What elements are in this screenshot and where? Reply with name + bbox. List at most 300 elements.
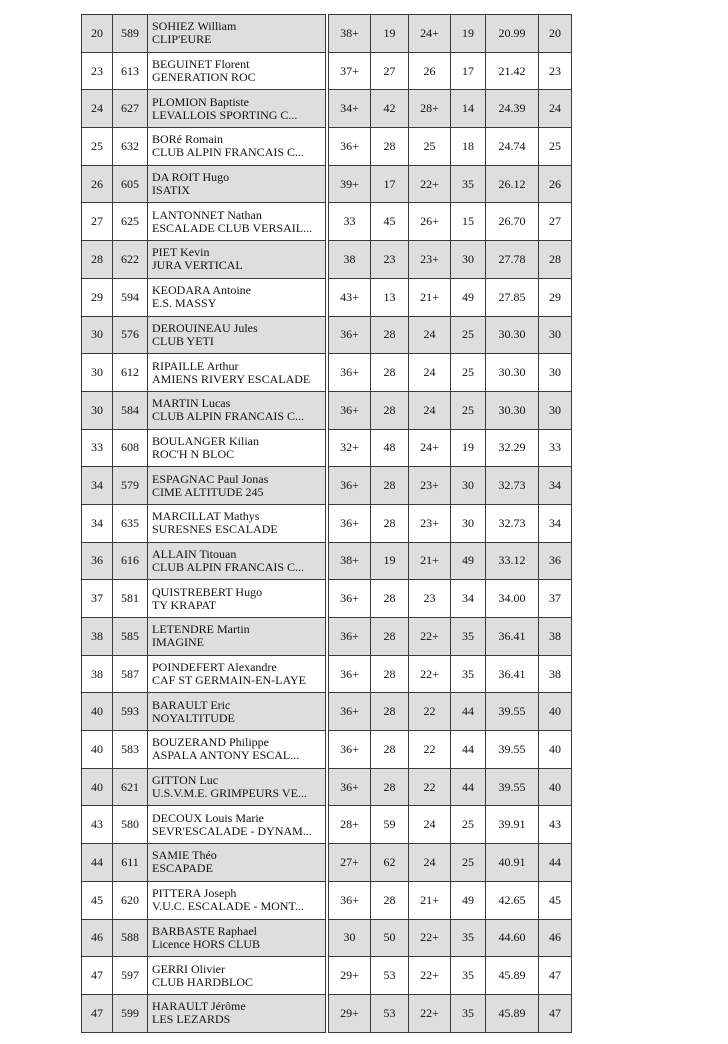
- route1-cell: 36+: [329, 128, 371, 166]
- athlete-name: BEGUINET Florent: [152, 58, 250, 72]
- result-row: [82, 844, 572, 882]
- route1-rank-cell: 42: [371, 90, 409, 128]
- route2-rank-cell: 34: [451, 580, 486, 618]
- route1-cell: 36+: [329, 467, 371, 505]
- route1-rank-cell: 28: [371, 693, 409, 731]
- athlete-name: GERRI Olivier: [152, 962, 225, 976]
- rank-cell: 29: [82, 278, 113, 316]
- route2-cell: 23: [409, 580, 451, 618]
- athlete-club: CLUB ALPIN FRANCAIS C...: [152, 410, 305, 424]
- route2-rank-cell: 49: [451, 542, 486, 580]
- route1-rank-cell: 53: [371, 957, 409, 995]
- route2-cell: 24: [409, 316, 451, 354]
- route2-rank-cell: 25: [451, 316, 486, 354]
- rank-cell: 25: [82, 128, 113, 166]
- results-table: [81, 14, 572, 1033]
- score-cell: 39.55: [486, 693, 539, 731]
- route2-rank-cell: 25: [451, 391, 486, 429]
- final-rank-cell: 34: [539, 467, 572, 505]
- athlete-club: CLUB ALPIN FRANCAIS C...: [152, 146, 305, 160]
- route1-rank-cell: 62: [371, 844, 409, 882]
- route2-rank-cell: 35: [451, 165, 486, 203]
- athlete-name: BOULANGER Kilian: [152, 434, 259, 448]
- route1-rank-cell: 45: [371, 203, 409, 241]
- route1-rank-cell: 28: [371, 731, 409, 769]
- rank-cell: 30: [82, 391, 113, 429]
- final-rank-cell: 20: [539, 15, 572, 53]
- route1-cell: 36+: [329, 354, 371, 392]
- route2-cell: 23+: [409, 467, 451, 505]
- route2-cell: 24: [409, 806, 451, 844]
- athlete-cell: [148, 806, 326, 844]
- route1-cell: 38+: [329, 542, 371, 580]
- score-cell: 30.30: [486, 316, 539, 354]
- athlete-club: LEVALLOIS SPORTING C...: [152, 108, 298, 122]
- route2-cell: 22+: [409, 994, 451, 1032]
- athlete-cell: [148, 52, 326, 90]
- rank-cell: 47: [82, 994, 113, 1032]
- score-cell: 40.91: [486, 844, 539, 882]
- bib-cell: 585: [113, 618, 148, 656]
- athlete-cell: [148, 542, 326, 580]
- athlete-cell: [148, 467, 326, 505]
- result-row: [82, 165, 572, 203]
- route2-rank-cell: 19: [451, 15, 486, 53]
- final-rank-cell: 36: [539, 542, 572, 580]
- score-cell: 34.00: [486, 580, 539, 618]
- final-rank-cell: 30: [539, 391, 572, 429]
- route1-rank-cell: 53: [371, 994, 409, 1032]
- route2-rank-cell: 14: [451, 90, 486, 128]
- athlete-club: CLUB ALPIN FRANCAIS C...: [152, 560, 305, 574]
- athlete-cell: [148, 881, 326, 919]
- result-row: [82, 241, 572, 279]
- route1-cell: 28+: [329, 806, 371, 844]
- final-rank-cell: 44: [539, 844, 572, 882]
- athlete-name: PIET Kevin: [152, 246, 210, 260]
- final-rank-cell: 43: [539, 806, 572, 844]
- athlete-name: SAMIE Théo: [152, 849, 217, 863]
- athlete-name: KEODARA Antoine: [152, 284, 251, 298]
- score-cell: 33.12: [486, 542, 539, 580]
- rank-cell: 44: [82, 844, 113, 882]
- bib-cell: 616: [113, 542, 148, 580]
- athlete-name: MARTIN Lucas: [152, 397, 231, 411]
- athlete-cell: [148, 844, 326, 882]
- rank-cell: 38: [82, 655, 113, 693]
- route2-cell: 21+: [409, 881, 451, 919]
- result-row: [82, 15, 572, 53]
- route1-rank-cell: 28: [371, 354, 409, 392]
- athlete-cell: [148, 655, 326, 693]
- score-cell: 24.39: [486, 90, 539, 128]
- bib-cell: 622: [113, 241, 148, 279]
- athlete-name: MARCILLAT Mathys: [152, 510, 260, 524]
- route1-rank-cell: 28: [371, 881, 409, 919]
- rank-cell: 27: [82, 203, 113, 241]
- route1-cell: 34+: [329, 90, 371, 128]
- route1-cell: 36+: [329, 504, 371, 542]
- score-cell: 20.99: [486, 15, 539, 53]
- route2-rank-cell: 49: [451, 278, 486, 316]
- athlete-name: DA ROIT Hugo: [152, 171, 230, 185]
- result-row: [82, 994, 572, 1032]
- athlete-name: POINDEFERT Alexandre: [152, 661, 277, 675]
- athlete-name: BARBASTE Raphael: [152, 924, 257, 938]
- route1-rank-cell: 13: [371, 278, 409, 316]
- bib-cell: 612: [113, 354, 148, 392]
- final-rank-cell: 45: [539, 881, 572, 919]
- route2-cell: 22+: [409, 919, 451, 957]
- athlete-cell: [148, 15, 326, 53]
- bib-cell: 583: [113, 731, 148, 769]
- final-rank-cell: 40: [539, 768, 572, 806]
- route1-rank-cell: 28: [371, 128, 409, 166]
- route2-cell: 26+: [409, 203, 451, 241]
- rank-cell: 45: [82, 881, 113, 919]
- final-rank-cell: 40: [539, 731, 572, 769]
- bib-cell: 584: [113, 391, 148, 429]
- athlete-club: ISATIX: [152, 184, 190, 198]
- athlete-name: BOUZERAND Philippe: [152, 736, 269, 750]
- route2-cell: 22+: [409, 618, 451, 656]
- route2-rank-cell: 35: [451, 655, 486, 693]
- final-rank-cell: 47: [539, 994, 572, 1032]
- route2-rank-cell: 19: [451, 429, 486, 467]
- athlete-club: TY KRAPAT: [152, 598, 217, 612]
- final-rank-cell: 38: [539, 618, 572, 656]
- results-body: [82, 15, 572, 1033]
- route1-rank-cell: 27: [371, 52, 409, 90]
- athlete-name: LANTONNET Nathan: [152, 208, 262, 222]
- route1-cell: 36+: [329, 881, 371, 919]
- route1-rank-cell: 19: [371, 15, 409, 53]
- athlete-club: Licence HORS CLUB: [152, 937, 260, 951]
- route2-rank-cell: 35: [451, 919, 486, 957]
- athlete-cell: [148, 241, 326, 279]
- final-rank-cell: 26: [539, 165, 572, 203]
- result-row: [82, 203, 572, 241]
- athlete-cell: [148, 203, 326, 241]
- athlete-club: CLIP'EURE: [152, 33, 212, 47]
- score-cell: 32.29: [486, 429, 539, 467]
- route2-cell: 22+: [409, 957, 451, 995]
- score-cell: 36.41: [486, 618, 539, 656]
- route2-rank-cell: 44: [451, 768, 486, 806]
- athlete-name: PLOMION Baptiste: [152, 95, 249, 109]
- final-rank-cell: 23: [539, 52, 572, 90]
- bib-cell: 608: [113, 429, 148, 467]
- route2-cell: 24: [409, 354, 451, 392]
- rank-cell: 37: [82, 580, 113, 618]
- route1-rank-cell: 28: [371, 391, 409, 429]
- rank-cell: 34: [82, 467, 113, 505]
- athlete-cell: [148, 957, 326, 995]
- route1-cell: 39+: [329, 165, 371, 203]
- rank-cell: 40: [82, 693, 113, 731]
- route1-rank-cell: 28: [371, 618, 409, 656]
- route2-cell: 23+: [409, 504, 451, 542]
- athlete-club: GENERATION ROC: [152, 71, 256, 85]
- final-rank-cell: 38: [539, 655, 572, 693]
- route1-cell: 36+: [329, 391, 371, 429]
- route1-rank-cell: 50: [371, 919, 409, 957]
- athlete-cell: [148, 391, 326, 429]
- route2-cell: 24+: [409, 429, 451, 467]
- score-cell: 26.70: [486, 203, 539, 241]
- athlete-name: DECOUX Louis Marie: [152, 811, 264, 825]
- route1-cell: 29+: [329, 994, 371, 1032]
- route1-rank-cell: 19: [371, 542, 409, 580]
- final-rank-cell: 25: [539, 128, 572, 166]
- athlete-name: PITTERA Joseph: [152, 887, 237, 901]
- route1-cell: 36+: [329, 618, 371, 656]
- result-row: [82, 429, 572, 467]
- route1-cell: 29+: [329, 957, 371, 995]
- route2-rank-cell: 18: [451, 128, 486, 166]
- athlete-cell: [148, 165, 326, 203]
- final-rank-cell: 34: [539, 504, 572, 542]
- athlete-cell: [148, 994, 326, 1032]
- final-rank-cell: 47: [539, 957, 572, 995]
- rank-cell: 20: [82, 15, 113, 53]
- athlete-name: LETENDRE Martin: [152, 623, 250, 637]
- bib-cell: 621: [113, 768, 148, 806]
- route2-rank-cell: 25: [451, 844, 486, 882]
- route2-rank-cell: 30: [451, 241, 486, 279]
- rank-cell: 47: [82, 957, 113, 995]
- route1-rank-cell: 28: [371, 655, 409, 693]
- route1-cell: 30: [329, 919, 371, 957]
- route2-cell: 21+: [409, 278, 451, 316]
- bib-cell: 613: [113, 52, 148, 90]
- result-row: [82, 580, 572, 618]
- route2-cell: 24+: [409, 15, 451, 53]
- route1-rank-cell: 28: [371, 316, 409, 354]
- athlete-club: V.U.C. ESCALADE - MONT...: [152, 900, 304, 914]
- score-cell: 44.60: [486, 919, 539, 957]
- athlete-club: E.S. MASSY: [152, 297, 217, 311]
- route2-rank-cell: 44: [451, 731, 486, 769]
- rank-cell: 23: [82, 52, 113, 90]
- route1-rank-cell: 59: [371, 806, 409, 844]
- bib-cell: 579: [113, 467, 148, 505]
- rank-cell: 40: [82, 731, 113, 769]
- rank-cell: 46: [82, 919, 113, 957]
- rank-cell: 24: [82, 90, 113, 128]
- route2-cell: 22+: [409, 655, 451, 693]
- athlete-cell: [148, 278, 326, 316]
- bib-cell: 589: [113, 15, 148, 53]
- final-rank-cell: 29: [539, 278, 572, 316]
- route2-rank-cell: 49: [451, 881, 486, 919]
- route2-cell: 22: [409, 768, 451, 806]
- route1-cell: 36+: [329, 731, 371, 769]
- result-row: [82, 919, 572, 957]
- rank-cell: 34: [82, 504, 113, 542]
- bib-cell: 581: [113, 580, 148, 618]
- route1-cell: 27+: [329, 844, 371, 882]
- athlete-club: CLUB YETI: [152, 334, 214, 348]
- athlete-name: RIPAILLE Arthur: [152, 359, 239, 373]
- route2-cell: 23+: [409, 241, 451, 279]
- bib-cell: 599: [113, 994, 148, 1032]
- athlete-club: ESCAPADE: [152, 862, 213, 876]
- athlete-cell: [148, 504, 326, 542]
- athlete-club: ASPALA ANTONY ESCAL...: [152, 749, 300, 763]
- result-row: [82, 693, 572, 731]
- athlete-cell: [148, 354, 326, 392]
- route1-rank-cell: 28: [371, 467, 409, 505]
- athlete-name: DEROUINEAU Jules: [152, 321, 258, 335]
- result-row: [82, 655, 572, 693]
- athlete-club: ESCALADE CLUB VERSAIL...: [152, 221, 313, 235]
- athlete-club: SURESNES ESCALADE: [152, 523, 278, 537]
- athlete-club: CLUB HARDBLOC: [152, 975, 254, 989]
- route2-rank-cell: 35: [451, 994, 486, 1032]
- route2-rank-cell: 17: [451, 52, 486, 90]
- final-rank-cell: 46: [539, 919, 572, 957]
- bib-cell: 625: [113, 203, 148, 241]
- bib-cell: 588: [113, 919, 148, 957]
- route1-cell: 38+: [329, 15, 371, 53]
- route2-cell: 25: [409, 128, 451, 166]
- route2-rank-cell: 25: [451, 806, 486, 844]
- bib-cell: 635: [113, 504, 148, 542]
- route1-cell: 38: [329, 241, 371, 279]
- route1-rank-cell: 48: [371, 429, 409, 467]
- final-rank-cell: 30: [539, 354, 572, 392]
- route2-cell: 22: [409, 693, 451, 731]
- result-row: [82, 52, 572, 90]
- athlete-cell: [148, 90, 326, 128]
- athlete-name: SOHIEZ William: [152, 20, 237, 34]
- result-row: [82, 467, 572, 505]
- athlete-club: NOYALTITUDE: [152, 711, 235, 725]
- result-row: [82, 618, 572, 656]
- route1-rank-cell: 28: [371, 504, 409, 542]
- route2-rank-cell: 15: [451, 203, 486, 241]
- result-row: [82, 278, 572, 316]
- route1-cell: 32+: [329, 429, 371, 467]
- result-row: [82, 391, 572, 429]
- final-rank-cell: 28: [539, 241, 572, 279]
- athlete-club: U.S.V.M.E. GRIMPEURS VE...: [152, 787, 307, 801]
- athlete-name: HARAULT Jérôme: [152, 1000, 246, 1014]
- route2-cell: 28+: [409, 90, 451, 128]
- score-cell: 26.12: [486, 165, 539, 203]
- result-row: [82, 881, 572, 919]
- route1-cell: 43+: [329, 278, 371, 316]
- athlete-name: ALLAIN Titouan: [152, 547, 237, 561]
- athlete-cell: [148, 128, 326, 166]
- route2-cell: 24: [409, 844, 451, 882]
- bib-cell: 597: [113, 957, 148, 995]
- athlete-name: BORé Romain: [152, 133, 223, 147]
- bib-cell: 594: [113, 278, 148, 316]
- score-cell: 32.73: [486, 504, 539, 542]
- score-cell: 42.65: [486, 881, 539, 919]
- athlete-club: LES LEZARDS: [152, 1013, 231, 1027]
- score-cell: 27.85: [486, 278, 539, 316]
- result-row: [82, 90, 572, 128]
- athlete-cell: [148, 429, 326, 467]
- route1-cell: 33: [329, 203, 371, 241]
- rank-cell: 28: [82, 241, 113, 279]
- athlete-club: JURA VERTICAL: [152, 259, 243, 273]
- route1-cell: 36+: [329, 316, 371, 354]
- bib-cell: 587: [113, 655, 148, 693]
- score-cell: 36.41: [486, 655, 539, 693]
- bib-cell: 605: [113, 165, 148, 203]
- result-row: [82, 542, 572, 580]
- score-cell: 21.42: [486, 52, 539, 90]
- result-row: [82, 504, 572, 542]
- route2-rank-cell: 35: [451, 957, 486, 995]
- athlete-club: IMAGINE: [152, 636, 204, 650]
- route2-rank-cell: 35: [451, 618, 486, 656]
- final-rank-cell: 33: [539, 429, 572, 467]
- score-cell: 27.78: [486, 241, 539, 279]
- route2-cell: 24: [409, 391, 451, 429]
- route2-cell: 22+: [409, 165, 451, 203]
- score-cell: 45.89: [486, 994, 539, 1032]
- athlete-cell: [148, 316, 326, 354]
- score-cell: 39.91: [486, 806, 539, 844]
- route2-cell: 22: [409, 731, 451, 769]
- bib-cell: 576: [113, 316, 148, 354]
- score-cell: 24.74: [486, 128, 539, 166]
- score-cell: 30.30: [486, 354, 539, 392]
- bib-cell: 627: [113, 90, 148, 128]
- route1-rank-cell: 17: [371, 165, 409, 203]
- route1-rank-cell: 28: [371, 768, 409, 806]
- athlete-cell: [148, 618, 326, 656]
- athlete-club: AMIENS RIVERY ESCALADE: [152, 372, 311, 386]
- rank-cell: 30: [82, 354, 113, 392]
- score-cell: 45.89: [486, 957, 539, 995]
- final-rank-cell: 37: [539, 580, 572, 618]
- athlete-club: CIME ALTITUDE 245: [152, 485, 264, 499]
- route2-rank-cell: 30: [451, 467, 486, 505]
- bib-cell: 632: [113, 128, 148, 166]
- result-row: [82, 316, 572, 354]
- route2-rank-cell: 30: [451, 504, 486, 542]
- athlete-cell: [148, 768, 326, 806]
- final-rank-cell: 24: [539, 90, 572, 128]
- result-row: [82, 768, 572, 806]
- bib-cell: 620: [113, 881, 148, 919]
- result-row: [82, 957, 572, 995]
- route1-cell: 36+: [329, 693, 371, 731]
- score-cell: 39.55: [486, 768, 539, 806]
- bib-cell: 580: [113, 806, 148, 844]
- athlete-club: SEVR'ESCALADE - DYNAM...: [152, 824, 312, 838]
- route1-cell: 37+: [329, 52, 371, 90]
- rank-cell: 26: [82, 165, 113, 203]
- score-cell: 30.30: [486, 391, 539, 429]
- rank-cell: 33: [82, 429, 113, 467]
- rank-cell: 36: [82, 542, 113, 580]
- athlete-cell: [148, 731, 326, 769]
- athlete-name: BARAULT Eric: [152, 698, 231, 712]
- route2-rank-cell: 44: [451, 693, 486, 731]
- route1-rank-cell: 23: [371, 241, 409, 279]
- result-row: [82, 806, 572, 844]
- final-rank-cell: 40: [539, 693, 572, 731]
- route2-cell: 21+: [409, 542, 451, 580]
- final-rank-cell: 30: [539, 316, 572, 354]
